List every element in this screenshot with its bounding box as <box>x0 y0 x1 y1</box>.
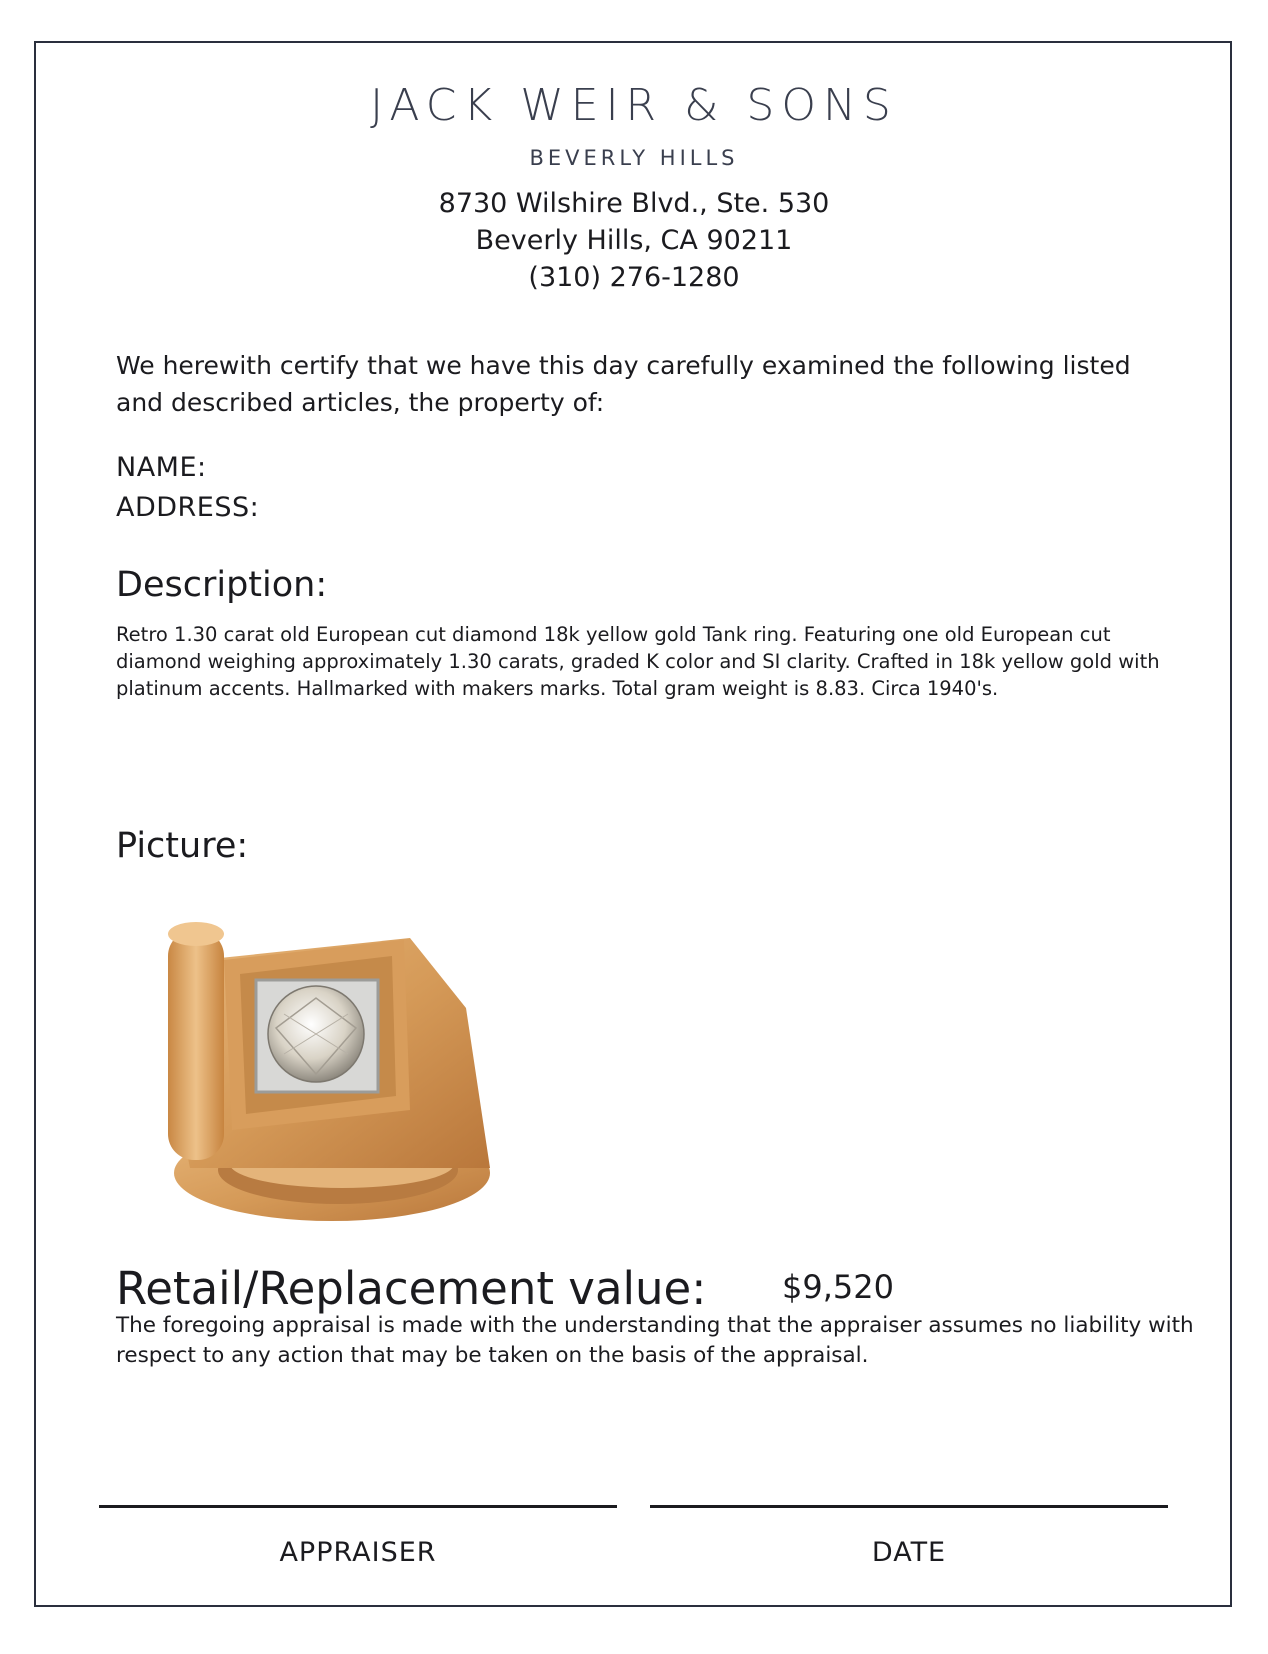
company-name: JACK WEIR & SONS <box>370 80 898 131</box>
value-amount: $9,520 <box>782 1268 894 1306</box>
picture-heading: Picture: <box>116 826 249 866</box>
address-line-1: 8730 Wilshire Blvd., Ste. 530 <box>438 188 830 219</box>
ring-cylinder <box>168 930 224 1160</box>
value-label: Retail/Replacement value: <box>116 1262 707 1315</box>
description-text: Retro 1.30 carat old European cut diamond 18k yellow gold Tank ring. Featuring one old European cut diamond weighing approximately 1.30 carats, graded K color and SI clarity. Crafted in 18k yellow gold with platinum accents. Hallmarked with makers marks. Total gram weight is 8.83. Circa 1940's. <box>116 623 1160 700</box>
date-label: DATE <box>871 1537 947 1568</box>
certification-statement: We herewith certify that we have this day carefully examined the following listed and described articles, the property of: <box>116 351 1131 417</box>
disclaimer-text: The foregoing appraisal is made with the understanding that the appraiser assumes no liability with respect to any action that may be taken on the basis of the appraisal. <box>116 1313 1194 1368</box>
ring-image <box>160 918 500 1228</box>
address-line-2: Beverly Hills, CA 90211 <box>475 225 793 256</box>
company-location: BEVERLY HILLS <box>529 146 739 170</box>
date-signature-line <box>650 1505 1168 1508</box>
description-heading: Description: <box>116 565 328 605</box>
name-label: NAME: <box>116 452 207 483</box>
appraiser-signature-line <box>99 1505 617 1508</box>
phone-number: (310) 276-1280 <box>528 262 740 293</box>
address-label: ADDRESS: <box>116 492 260 523</box>
appraiser-label: APPRAISER <box>279 1537 437 1568</box>
